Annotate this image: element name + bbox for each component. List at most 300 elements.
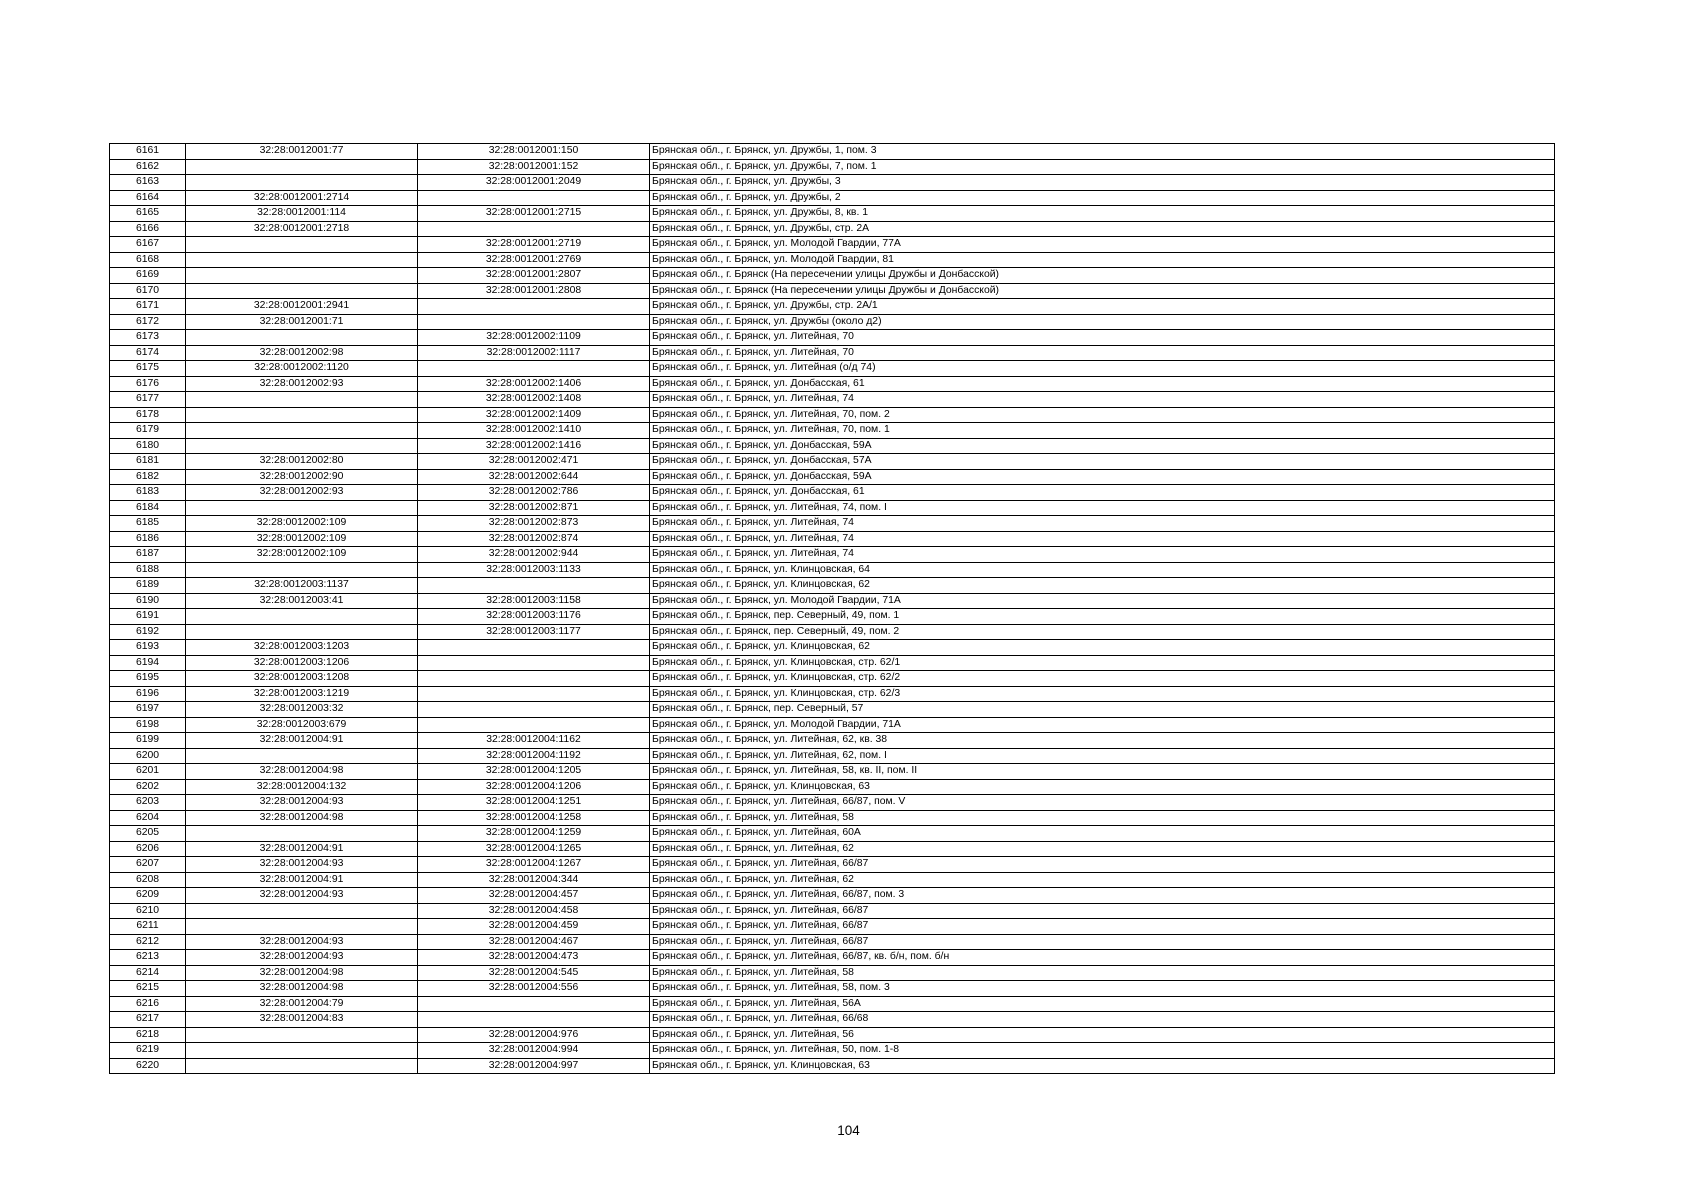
- row-number-cell: 6183: [110, 485, 186, 501]
- table-row: [110, 283, 1555, 299]
- table-row: [110, 221, 1555, 237]
- address-cell: Брянская обл., г. Брянск, ул. Литейная, 66/87: [650, 934, 1555, 950]
- row-number-cell: 6219: [110, 1043, 186, 1059]
- object-number-cell: 32:28:0012004:997: [418, 1058, 650, 1074]
- land-parcel-number-cell: 32:28:0012004:93: [186, 934, 418, 950]
- object-number-cell: 32:28:0012002:1409: [418, 407, 650, 423]
- row-number-cell: 6179: [110, 423, 186, 439]
- table-row: [110, 175, 1555, 191]
- object-number-cell: [418, 361, 650, 377]
- address-cell: Брянская обл., г. Брянск, ул. Литейная, 58: [650, 965, 1555, 981]
- land-parcel-number-cell: [186, 237, 418, 253]
- table-row: [110, 593, 1555, 609]
- table-row: [110, 206, 1555, 222]
- table-row: [110, 376, 1555, 392]
- table-row: [110, 965, 1555, 981]
- row-number-cell: 6202: [110, 779, 186, 795]
- land-parcel-number-cell: 32:28:0012004:91: [186, 733, 418, 749]
- land-parcel-number-cell: 32:28:0012003:41: [186, 593, 418, 609]
- land-parcel-number-cell: [186, 1043, 418, 1059]
- object-number-cell: 32:28:0012004:467: [418, 934, 650, 950]
- table-row: [110, 795, 1555, 811]
- table-row: [110, 1012, 1555, 1028]
- table-row: [110, 686, 1555, 702]
- row-number-cell: 6166: [110, 221, 186, 237]
- table-row: [110, 562, 1555, 578]
- address-cell: Брянская обл., г. Брянск, ул. Литейная, 74: [650, 392, 1555, 408]
- address-cell: Брянская обл., г. Брянск, ул. Клинцовская, 63: [650, 779, 1555, 795]
- row-number-cell: 6180: [110, 438, 186, 454]
- row-number-cell: 6203: [110, 795, 186, 811]
- land-parcel-number-cell: 32:28:0012004:93: [186, 888, 418, 904]
- object-number-cell: 32:28:0012004:344: [418, 872, 650, 888]
- land-parcel-number-cell: 32:28:0012002:1120: [186, 361, 418, 377]
- land-parcel-number-cell: [186, 1027, 418, 1043]
- table-row: [110, 438, 1555, 454]
- table-row: [110, 888, 1555, 904]
- row-number-cell: 6199: [110, 733, 186, 749]
- table-row: [110, 469, 1555, 485]
- land-parcel-number-cell: [186, 919, 418, 935]
- address-cell: Брянская обл., г. Брянск, ул. Клинцовская, 63: [650, 1058, 1555, 1074]
- land-parcel-number-cell: 32:28:0012004:132: [186, 779, 418, 795]
- land-parcel-number-cell: [186, 330, 418, 346]
- land-parcel-number-cell: [186, 407, 418, 423]
- object-number-cell: 32:28:0012004:1265: [418, 841, 650, 857]
- object-number-cell: 32:28:0012002:944: [418, 547, 650, 563]
- land-parcel-number-cell: 32:28:0012001:2941: [186, 299, 418, 315]
- row-number-cell: 6185: [110, 516, 186, 532]
- land-parcel-number-cell: [186, 423, 418, 439]
- table-row: [110, 624, 1555, 640]
- land-parcel-number-cell: 32:28:0012003:1206: [186, 655, 418, 671]
- object-number-cell: 32:28:0012003:1176: [418, 609, 650, 625]
- address-cell: Брянская обл., г. Брянск, ул. Литейная, 66/87: [650, 857, 1555, 873]
- table-row: [110, 1058, 1555, 1074]
- table-row: [110, 345, 1555, 361]
- page-number: 104: [837, 1123, 860, 1138]
- table-row: [110, 485, 1555, 501]
- object-number-cell: 32:28:0012001:152: [418, 159, 650, 175]
- address-cell: Брянская обл., г. Брянск, ул. Литейная, 62, кв. 38: [650, 733, 1555, 749]
- address-cell: Брянская обл., г. Брянск, пер. Северный, 49, пом. 2: [650, 624, 1555, 640]
- object-number-cell: 32:28:0012004:1162: [418, 733, 650, 749]
- land-parcel-number-cell: [186, 392, 418, 408]
- address-cell: Брянская обл., г. Брянск, ул. Дружбы, 2: [650, 190, 1555, 206]
- address-cell: Брянская обл., г. Брянск, ул. Литейная, 56А: [650, 996, 1555, 1012]
- table-row: [110, 841, 1555, 857]
- table-row: [110, 314, 1555, 330]
- row-number-cell: 6201: [110, 764, 186, 780]
- table-row: [110, 872, 1555, 888]
- address-cell: Брянская обл., г. Брянск, ул. Литейная, 58: [650, 810, 1555, 826]
- land-parcel-number-cell: 32:28:0012004:98: [186, 981, 418, 997]
- land-parcel-number-cell: [186, 1058, 418, 1074]
- object-number-cell: [418, 996, 650, 1012]
- land-parcel-number-cell: [186, 252, 418, 268]
- land-parcel-number-cell: [186, 609, 418, 625]
- address-cell: Брянская обл., г. Брянск, ул. Литейная, 74: [650, 547, 1555, 563]
- row-number-cell: 6173: [110, 330, 186, 346]
- address-cell: Брянская обл., г. Брянск, ул. Литейная, 62: [650, 841, 1555, 857]
- land-parcel-number-cell: 32:28:0012004:98: [186, 810, 418, 826]
- object-number-cell: [418, 314, 650, 330]
- table-row: [110, 934, 1555, 950]
- land-parcel-number-cell: [186, 438, 418, 454]
- row-number-cell: 6211: [110, 919, 186, 935]
- address-cell: Брянская обл., г. Брянск, ул. Литейная, 60А: [650, 826, 1555, 842]
- address-cell: Брянская обл., г. Брянск, ул. Донбасская, 61: [650, 376, 1555, 392]
- row-number-cell: 6205: [110, 826, 186, 842]
- object-number-cell: 32:28:0012003:1158: [418, 593, 650, 609]
- row-number-cell: 6195: [110, 671, 186, 687]
- address-cell: Брянская обл., г. Брянск, ул. Клинцовская, 62: [650, 578, 1555, 594]
- row-number-cell: 6209: [110, 888, 186, 904]
- address-cell: Брянская обл., г. Брянск, ул. Литейная, 70, пом. 1: [650, 423, 1555, 439]
- table-row: [110, 640, 1555, 656]
- object-number-cell: 32:28:0012004:1258: [418, 810, 650, 826]
- row-number-cell: 6210: [110, 903, 186, 919]
- table-row: [110, 1043, 1555, 1059]
- row-number-cell: 6214: [110, 965, 186, 981]
- address-cell: Брянская обл., г. Брянск, ул. Клинцовская, 64: [650, 562, 1555, 578]
- land-parcel-number-cell: 32:28:0012004:98: [186, 764, 418, 780]
- address-cell: Брянская обл., г. Брянск, ул. Клинцовская, стр. 62/2: [650, 671, 1555, 687]
- land-parcel-number-cell: 32:28:0012001:114: [186, 206, 418, 222]
- address-cell: Брянская обл., г. Брянск, ул. Литейная, 74: [650, 516, 1555, 532]
- land-parcel-number-cell: [186, 268, 418, 284]
- object-number-cell: 32:28:0012004:1267: [418, 857, 650, 873]
- table-row: [110, 764, 1555, 780]
- row-number-cell: 6184: [110, 500, 186, 516]
- table-row: [110, 810, 1555, 826]
- land-parcel-number-cell: 32:28:0012003:679: [186, 717, 418, 733]
- object-number-cell: 32:28:0012002:1406: [418, 376, 650, 392]
- table-row: [110, 454, 1555, 470]
- address-cell: Брянская обл., г. Брянск, ул. Литейная, 56: [650, 1027, 1555, 1043]
- land-parcel-number-cell: 32:28:0012001:2718: [186, 221, 418, 237]
- object-number-cell: 32:28:0012002:1410: [418, 423, 650, 439]
- row-number-cell: 6164: [110, 190, 186, 206]
- register-table-body: [110, 144, 1555, 1074]
- land-parcel-number-cell: 32:28:0012001:2714: [186, 190, 418, 206]
- table-row: [110, 748, 1555, 764]
- table-row: [110, 252, 1555, 268]
- object-number-cell: 32:28:0012002:786: [418, 485, 650, 501]
- land-parcel-number-cell: 32:28:0012002:80: [186, 454, 418, 470]
- row-number-cell: 6178: [110, 407, 186, 423]
- row-number-cell: 6165: [110, 206, 186, 222]
- object-number-cell: [418, 686, 650, 702]
- address-cell: Брянская обл., г. Брянск, ул. Дружбы, 1, пом. 3: [650, 144, 1555, 160]
- address-cell: Брянская обл., г. Брянск, ул. Донбасская, 57А: [650, 454, 1555, 470]
- object-number-cell: [418, 702, 650, 718]
- table-row: [110, 996, 1555, 1012]
- table-row: [110, 1027, 1555, 1043]
- table-row: [110, 190, 1555, 206]
- address-cell: Брянская обл., г. Брянск (На пересечении улицы Дружбы и Донбасской): [650, 283, 1555, 299]
- row-number-cell: 6218: [110, 1027, 186, 1043]
- object-number-cell: 32:28:0012004:1205: [418, 764, 650, 780]
- land-parcel-number-cell: [186, 562, 418, 578]
- address-cell: Брянская обл., г. Брянск, ул. Молодой Гвардии, 81: [650, 252, 1555, 268]
- object-number-cell: [418, 190, 650, 206]
- land-parcel-number-cell: 32:28:0012001:71: [186, 314, 418, 330]
- row-number-cell: 6186: [110, 531, 186, 547]
- object-number-cell: [418, 1012, 650, 1028]
- address-cell: Брянская обл., г. Брянск, ул. Молодой Гвардии, 71А: [650, 593, 1555, 609]
- object-number-cell: 32:28:0012001:2719: [418, 237, 650, 253]
- row-number-cell: 6188: [110, 562, 186, 578]
- row-number-cell: 6193: [110, 640, 186, 656]
- land-parcel-number-cell: 32:28:0012004:91: [186, 872, 418, 888]
- land-parcel-number-cell: 32:28:0012004:93: [186, 950, 418, 966]
- object-number-cell: [418, 671, 650, 687]
- object-number-cell: 32:28:0012002:471: [418, 454, 650, 470]
- address-cell: Брянская обл., г. Брянск, ул. Дружбы, 3: [650, 175, 1555, 191]
- land-parcel-number-cell: 32:28:0012004:83: [186, 1012, 418, 1028]
- address-cell: Брянская обл., г. Брянск, ул. Литейная, 70: [650, 345, 1555, 361]
- address-cell: Брянская обл., г. Брянск, ул. Литейная, 66/87, пом. 3: [650, 888, 1555, 904]
- table-row: [110, 919, 1555, 935]
- object-number-cell: 32:28:0012002:1416: [418, 438, 650, 454]
- row-number-cell: 6187: [110, 547, 186, 563]
- object-number-cell: 32:28:0012004:545: [418, 965, 650, 981]
- table-row: [110, 609, 1555, 625]
- address-cell: Брянская обл., г. Брянск, ул. Литейная, 74, пом. I: [650, 500, 1555, 516]
- land-parcel-number-cell: 32:28:0012003:1208: [186, 671, 418, 687]
- row-number-cell: 6190: [110, 593, 186, 609]
- table-row: [110, 144, 1555, 160]
- land-parcel-number-cell: [186, 500, 418, 516]
- table-row: [110, 407, 1555, 423]
- address-cell: Брянская обл., г. Брянск, ул. Клинцовская, стр. 62/3: [650, 686, 1555, 702]
- row-number-cell: 6191: [110, 609, 186, 625]
- land-parcel-number-cell: [186, 903, 418, 919]
- table-row: [110, 671, 1555, 687]
- object-number-cell: 32:28:0012002:1408: [418, 392, 650, 408]
- row-number-cell: 6220: [110, 1058, 186, 1074]
- row-number-cell: 6167: [110, 237, 186, 253]
- table-row: [110, 268, 1555, 284]
- address-cell: Брянская обл., г. Брянск, ул. Дружбы, 8, кв. 1: [650, 206, 1555, 222]
- row-number-cell: 6215: [110, 981, 186, 997]
- table-row: [110, 423, 1555, 439]
- land-parcel-number-cell: [186, 175, 418, 191]
- land-parcel-number-cell: 32:28:0012002:90: [186, 469, 418, 485]
- address-cell: Брянская обл., г. Брянск, ул. Клинцовская, стр. 62/1: [650, 655, 1555, 671]
- table-row: [110, 903, 1555, 919]
- row-number-cell: 6163: [110, 175, 186, 191]
- row-number-cell: 6194: [110, 655, 186, 671]
- table-row: [110, 950, 1555, 966]
- object-number-cell: [418, 578, 650, 594]
- row-number-cell: 6175: [110, 361, 186, 377]
- address-cell: Брянская обл., г. Брянск (На пересечении улицы Дружбы и Донбасской): [650, 268, 1555, 284]
- land-parcel-number-cell: 32:28:0012004:79: [186, 996, 418, 1012]
- table-row: [110, 826, 1555, 842]
- object-number-cell: 32:28:0012002:644: [418, 469, 650, 485]
- table-row: [110, 857, 1555, 873]
- row-number-cell: 6169: [110, 268, 186, 284]
- address-cell: Брянская обл., г. Брянск, ул. Дружбы (около д2): [650, 314, 1555, 330]
- land-parcel-number-cell: [186, 826, 418, 842]
- address-cell: Брянская обл., г. Брянск, ул. Литейная, 66/87, кв. б/н, пом. б/н: [650, 950, 1555, 966]
- table-row: [110, 733, 1555, 749]
- table-row: [110, 779, 1555, 795]
- object-number-cell: 32:28:0012004:1206: [418, 779, 650, 795]
- object-number-cell: [418, 221, 650, 237]
- row-number-cell: 6171: [110, 299, 186, 315]
- land-parcel-number-cell: 32:28:0012002:109: [186, 531, 418, 547]
- row-number-cell: 6181: [110, 454, 186, 470]
- land-parcel-number-cell: 32:28:0012004:91: [186, 841, 418, 857]
- address-cell: Брянская обл., г. Брянск, ул. Литейная (о/д 74): [650, 361, 1555, 377]
- object-number-cell: [418, 717, 650, 733]
- row-number-cell: 6176: [110, 376, 186, 392]
- object-number-cell: 32:28:0012001:2808: [418, 283, 650, 299]
- object-number-cell: 32:28:0012002:873: [418, 516, 650, 532]
- land-parcel-number-cell: 32:28:0012002:98: [186, 345, 418, 361]
- address-cell: Брянская обл., г. Брянск, ул. Дружбы, стр. 2А: [650, 221, 1555, 237]
- address-cell: Брянская обл., г. Брянск, ул. Литейная, 66/87: [650, 903, 1555, 919]
- row-number-cell: 6161: [110, 144, 186, 160]
- object-number-cell: 32:28:0012004:556: [418, 981, 650, 997]
- row-number-cell: 6182: [110, 469, 186, 485]
- address-cell: Брянская обл., г. Брянск, ул. Литейная, 58, пом. 3: [650, 981, 1555, 997]
- land-parcel-number-cell: 32:28:0012002:109: [186, 547, 418, 563]
- address-cell: Брянская обл., г. Брянск, ул. Литейная, 66/87, пом. V: [650, 795, 1555, 811]
- address-cell: Брянская обл., г. Брянск, ул. Донбасская, 61: [650, 485, 1555, 501]
- address-cell: Брянская обл., г. Брянск, ул. Литейная, 62, пом. I: [650, 748, 1555, 764]
- row-number-cell: 6198: [110, 717, 186, 733]
- object-number-cell: 32:28:0012004:994: [418, 1043, 650, 1059]
- row-number-cell: 6197: [110, 702, 186, 718]
- row-number-cell: 6206: [110, 841, 186, 857]
- row-number-cell: 6192: [110, 624, 186, 640]
- table-row: [110, 578, 1555, 594]
- cadastral-register-table: [109, 143, 1555, 1074]
- land-parcel-number-cell: 32:28:0012001:77: [186, 144, 418, 160]
- address-cell: Брянская обл., г. Брянск, ул. Литейная, 50, пом. 1-8: [650, 1043, 1555, 1059]
- row-number-cell: 6174: [110, 345, 186, 361]
- land-parcel-number-cell: 32:28:0012002:93: [186, 376, 418, 392]
- table-row: [110, 237, 1555, 253]
- address-cell: Брянская обл., г. Брянск, ул. Молодой Гвардии, 71А: [650, 717, 1555, 733]
- object-number-cell: 32:28:0012001:2715: [418, 206, 650, 222]
- object-number-cell: 32:28:0012004:457: [418, 888, 650, 904]
- land-parcel-number-cell: 32:28:0012002:109: [186, 516, 418, 532]
- land-parcel-number-cell: [186, 159, 418, 175]
- object-number-cell: [418, 299, 650, 315]
- table-row: [110, 655, 1555, 671]
- land-parcel-number-cell: 32:28:0012003:1137: [186, 578, 418, 594]
- object-number-cell: 32:28:0012002:1117: [418, 345, 650, 361]
- table-row: [110, 702, 1555, 718]
- row-number-cell: 6207: [110, 857, 186, 873]
- address-cell: Брянская обл., г. Брянск, ул. Литейная, 70, пом. 2: [650, 407, 1555, 423]
- address-cell: Брянская обл., г. Брянск, ул. Литейная, 62: [650, 872, 1555, 888]
- object-number-cell: 32:28:0012002:874: [418, 531, 650, 547]
- object-number-cell: [418, 655, 650, 671]
- address-cell: Брянская обл., г. Брянск, ул. Литейная, 74: [650, 531, 1555, 547]
- address-cell: Брянская обл., г. Брянск, ул. Дружбы, стр. 2А/1: [650, 299, 1555, 315]
- table-row: [110, 500, 1555, 516]
- address-cell: Брянская обл., г. Брянск, ул. Клинцовская, 62: [650, 640, 1555, 656]
- row-number-cell: 6204: [110, 810, 186, 826]
- object-number-cell: 32:28:0012002:1109: [418, 330, 650, 346]
- address-cell: Брянская обл., г. Брянск, ул. Литейная, 70: [650, 330, 1555, 346]
- object-number-cell: 32:28:0012004:1251: [418, 795, 650, 811]
- object-number-cell: 32:28:0012001:2769: [418, 252, 650, 268]
- land-parcel-number-cell: [186, 624, 418, 640]
- address-cell: Брянская обл., г. Брянск, ул. Дружбы, 7, пом. 1: [650, 159, 1555, 175]
- address-cell: Брянская обл., г. Брянск, ул. Донбасская, 59А: [650, 469, 1555, 485]
- address-cell: Брянская обл., г. Брянск, пер. Северный, 57: [650, 702, 1555, 718]
- address-cell: Брянская обл., г. Брянск, ул. Литейная, 66/87: [650, 919, 1555, 935]
- row-number-cell: 6213: [110, 950, 186, 966]
- land-parcel-number-cell: [186, 748, 418, 764]
- land-parcel-number-cell: [186, 283, 418, 299]
- table-row: [110, 981, 1555, 997]
- row-number-cell: 6208: [110, 872, 186, 888]
- row-number-cell: 6162: [110, 159, 186, 175]
- row-number-cell: 6177: [110, 392, 186, 408]
- land-parcel-number-cell: 32:28:0012004:93: [186, 857, 418, 873]
- object-number-cell: 32:28:0012002:871: [418, 500, 650, 516]
- table-row: [110, 531, 1555, 547]
- object-number-cell: 32:28:0012004:473: [418, 950, 650, 966]
- row-number-cell: 6216: [110, 996, 186, 1012]
- land-parcel-number-cell: 32:28:0012004:93: [186, 795, 418, 811]
- object-number-cell: 32:28:0012004:1192: [418, 748, 650, 764]
- row-number-cell: 6217: [110, 1012, 186, 1028]
- object-number-cell: [418, 640, 650, 656]
- table-row: [110, 392, 1555, 408]
- object-number-cell: 32:28:0012001:2807: [418, 268, 650, 284]
- table-row: [110, 717, 1555, 733]
- row-number-cell: 6212: [110, 934, 186, 950]
- land-parcel-number-cell: 32:28:0012003:1203: [186, 640, 418, 656]
- land-parcel-number-cell: 32:28:0012003:1219: [186, 686, 418, 702]
- row-number-cell: 6168: [110, 252, 186, 268]
- table-row: [110, 516, 1555, 532]
- address-cell: Брянская обл., г. Брянск, ул. Донбасская, 59А: [650, 438, 1555, 454]
- address-cell: Брянская обл., г. Брянск, ул. Литейная, 58, кв. II, пом. II: [650, 764, 1555, 780]
- object-number-cell: 32:28:0012004:976: [418, 1027, 650, 1043]
- table-row: [110, 330, 1555, 346]
- table-row: [110, 159, 1555, 175]
- row-number-cell: 6170: [110, 283, 186, 299]
- object-number-cell: 32:28:0012004:459: [418, 919, 650, 935]
- address-cell: Брянская обл., г. Брянск, ул. Молодой Гвардии, 77А: [650, 237, 1555, 253]
- table-row: [110, 361, 1555, 377]
- object-number-cell: 32:28:0012004:1259: [418, 826, 650, 842]
- row-number-cell: 6196: [110, 686, 186, 702]
- object-number-cell: 32:28:0012003:1177: [418, 624, 650, 640]
- land-parcel-number-cell: 32:28:0012003:32: [186, 702, 418, 718]
- row-number-cell: 6172: [110, 314, 186, 330]
- object-number-cell: 32:28:0012001:2049: [418, 175, 650, 191]
- land-parcel-number-cell: 32:28:0012004:98: [186, 965, 418, 981]
- address-cell: Брянская обл., г. Брянск, ул. Литейная, 66/68: [650, 1012, 1555, 1028]
- row-number-cell: 6200: [110, 748, 186, 764]
- table-row: [110, 547, 1555, 563]
- land-parcel-number-cell: 32:28:0012002:93: [186, 485, 418, 501]
- table-row: [110, 299, 1555, 315]
- object-number-cell: 32:28:0012004:458: [418, 903, 650, 919]
- row-number-cell: 6189: [110, 578, 186, 594]
